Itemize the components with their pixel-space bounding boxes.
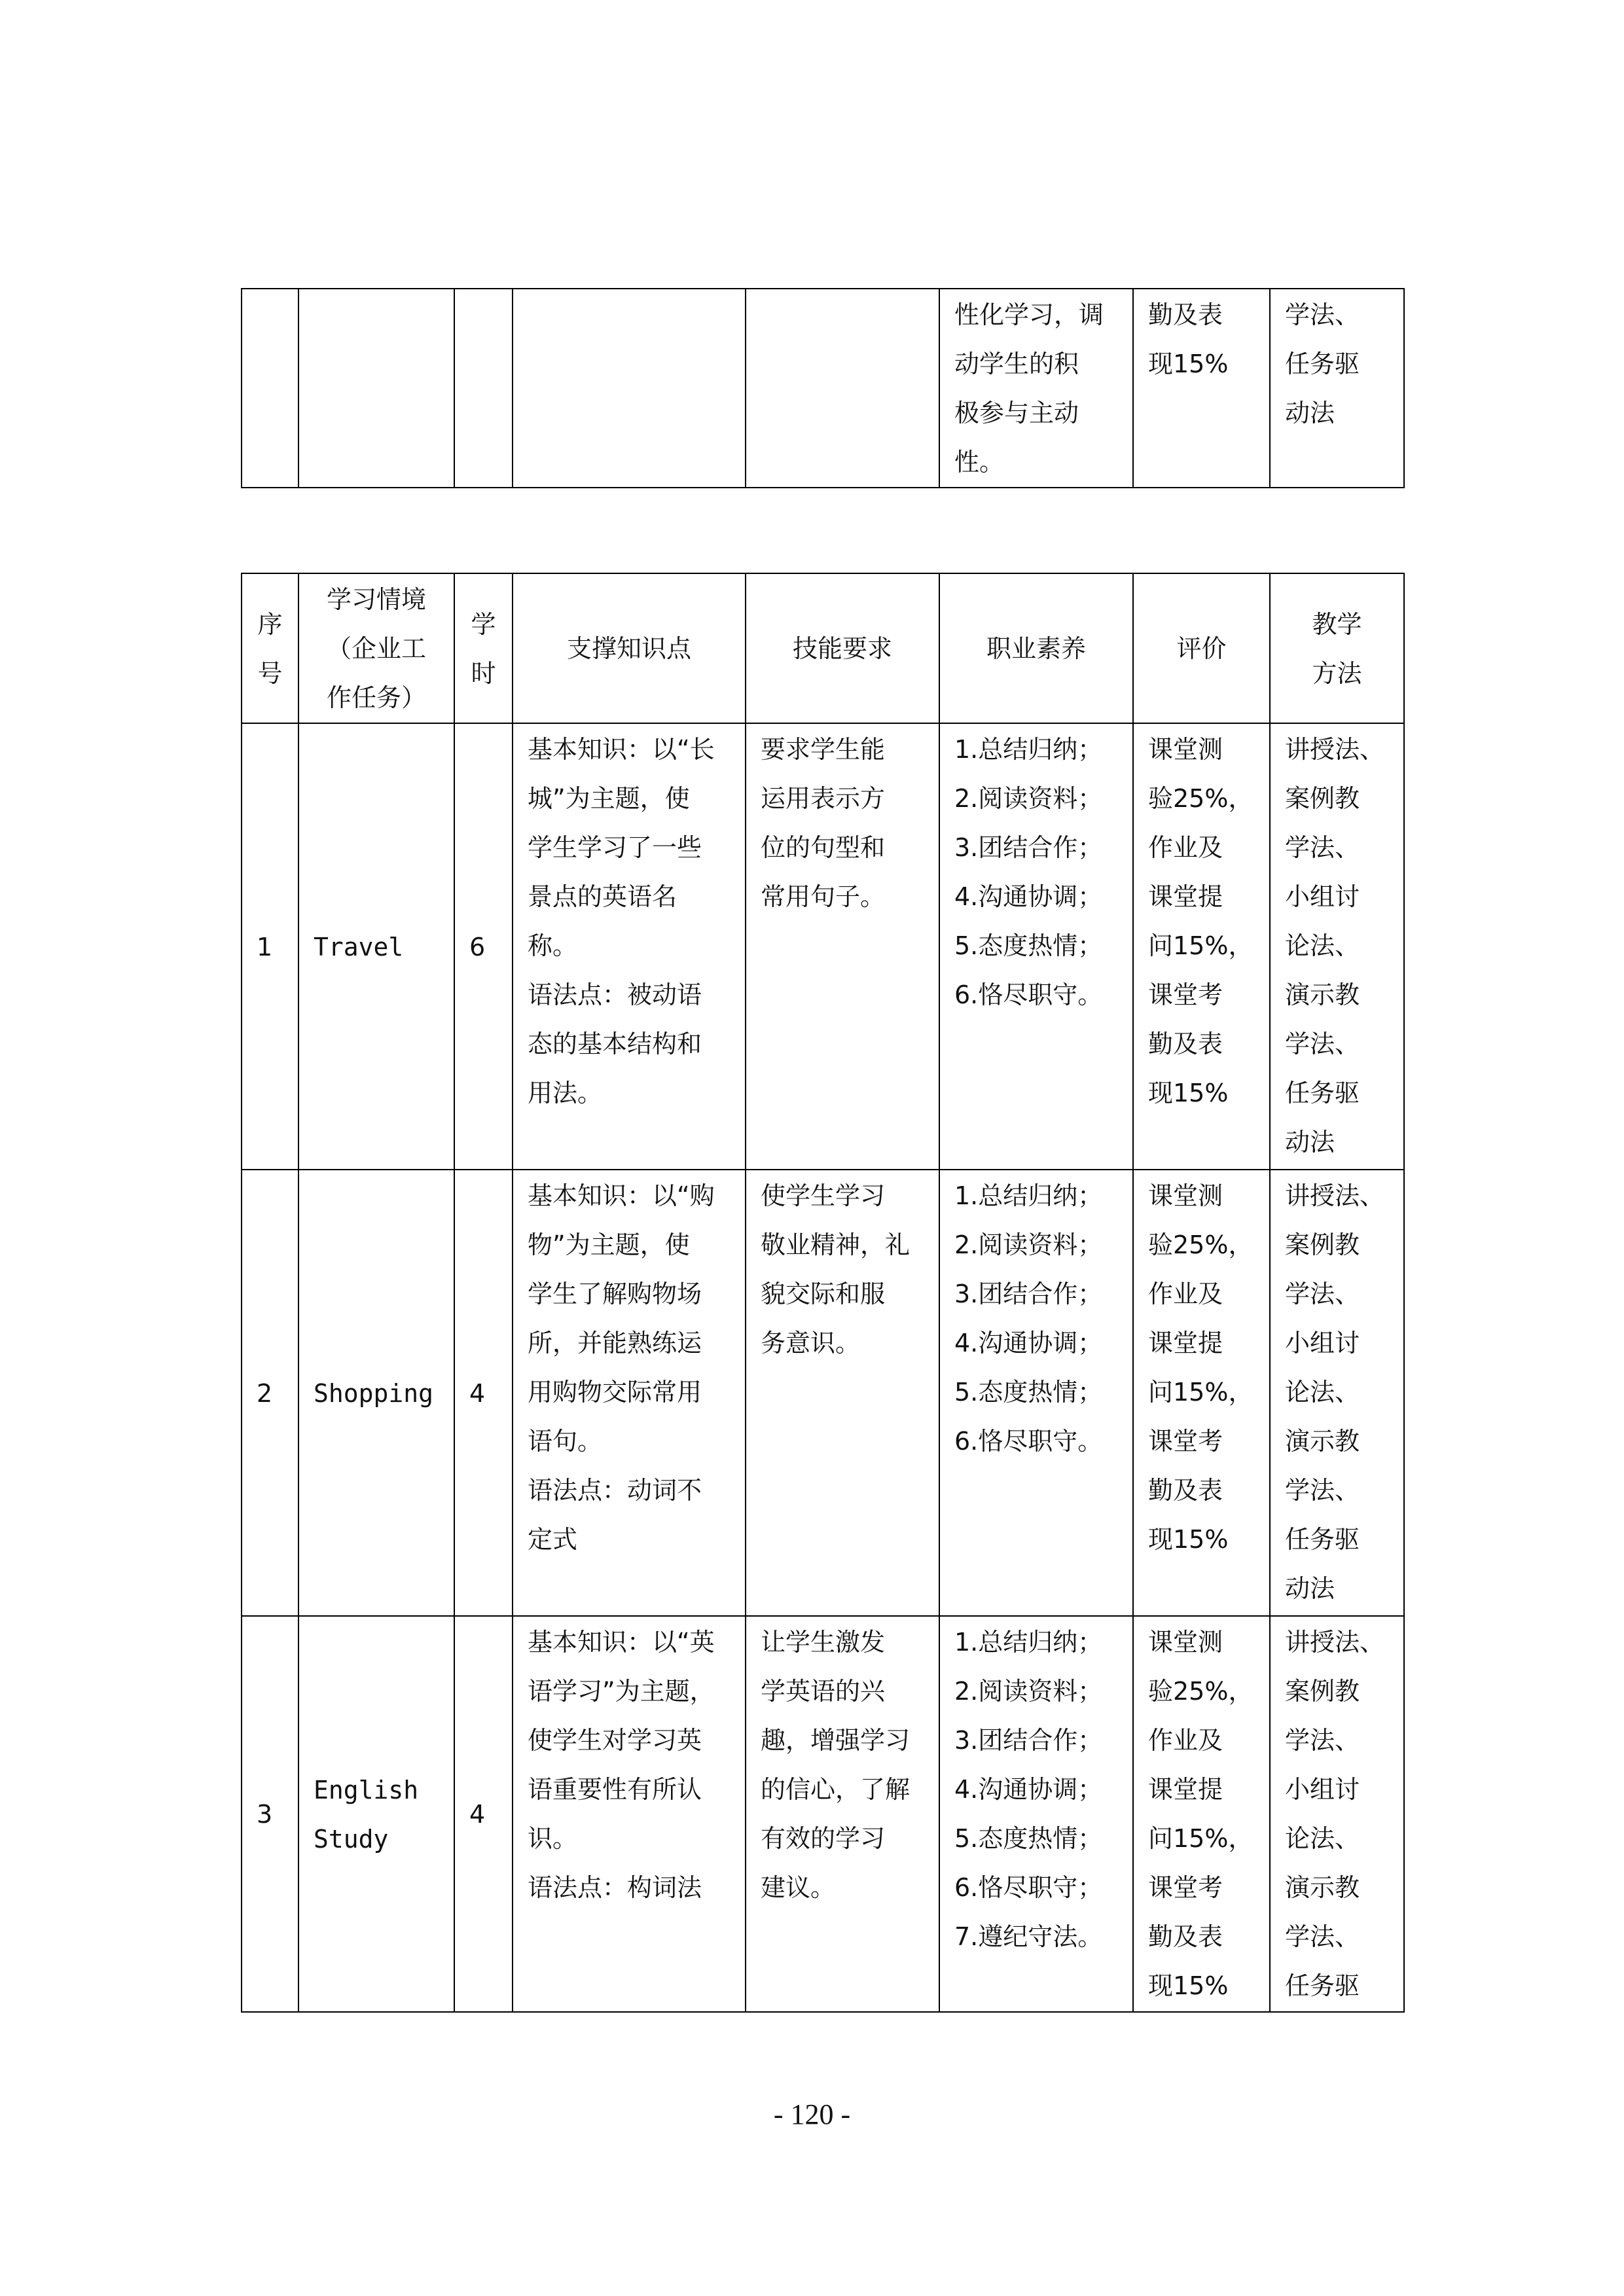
header-situation [298, 573, 454, 723]
header-knowledge: 支撑知识点 [513, 573, 746, 723]
text-line: 物”为主题，使 [528, 1230, 690, 1259]
text-line: 勤及表 [1148, 300, 1223, 329]
text-line: 演示教 [1285, 1427, 1360, 1456]
text-line: 敬业精神，礼 [761, 1230, 911, 1259]
text-line: 讲授法、 [1285, 1628, 1385, 1657]
text-line: 课堂考 [1148, 1873, 1223, 1902]
text-line: 态的基本结构和 [528, 1030, 702, 1058]
header-text: 序 [257, 609, 283, 639]
method-cell [1270, 1616, 1404, 2012]
continuation-table [241, 288, 1405, 488]
text-line: 作业及 [1148, 833, 1223, 862]
text-line: 2.阅读资料； [954, 1230, 1103, 1259]
page-number: - 120 - [773, 2098, 851, 2130]
text-line: 勤及表 [1148, 1476, 1223, 1505]
evaluation-cell [1133, 289, 1270, 488]
evaluation-cell [1133, 1170, 1270, 1616]
header-text: （企业工 [326, 634, 426, 663]
evaluation-cell [1133, 1616, 1270, 2012]
text-line: English [314, 1775, 419, 1804]
text-line: 6.恪尽职守。 [954, 980, 1103, 1009]
text-line: 课堂提 [1148, 882, 1223, 911]
text-line: 2.阅读资料； [954, 1677, 1103, 1706]
header-text: 时 [471, 658, 496, 688]
text-line: 动法 [1285, 1128, 1335, 1157]
text-line: 使学生对学习英 [528, 1726, 702, 1755]
text-line: 所，并能熟练运 [528, 1329, 702, 1357]
evaluation-cell [1133, 723, 1270, 1170]
text-line: 演示教 [1285, 1873, 1360, 1902]
text-line: 课堂测 [1148, 1181, 1223, 1210]
skills-cell [746, 1170, 939, 1616]
text-line: 案例教 [1285, 1677, 1360, 1706]
seq-cell: 3 [242, 1616, 298, 2012]
text-line: 学法、 [1285, 1476, 1360, 1505]
text-line: 6.恪尽职守。 [954, 1427, 1103, 1456]
text-line: 验25%， [1148, 784, 1254, 813]
text-line: 语法点：构词法 [528, 1873, 702, 1902]
quality-cell [939, 289, 1133, 488]
text-line: 小组讨 [1285, 1329, 1360, 1357]
text-line: 现15% [1148, 1079, 1229, 1107]
text-line: 建议。 [761, 1873, 836, 1902]
text-line: 称。 [528, 931, 578, 960]
text-line: 案例教 [1285, 784, 1360, 813]
text-line: 学法、 [1285, 300, 1360, 329]
seq-cell: 2 [242, 1170, 298, 1616]
text-line: 课堂测 [1148, 1628, 1223, 1657]
header-text: 作任务） [326, 683, 426, 712]
text-line: 基本知识：以“长 [528, 735, 715, 764]
text-line: 课堂测 [1148, 735, 1223, 764]
text-line: 务意识。 [761, 1329, 861, 1357]
table-row [242, 1616, 1404, 2012]
text-line: 问15%， [1148, 1378, 1254, 1407]
text-line: 要求学生能 [761, 735, 886, 764]
text-line: 小组讨 [1285, 1775, 1360, 1804]
text-line: 讲授法、 [1285, 1181, 1385, 1210]
quality-cell [939, 1616, 1133, 2012]
text-line: 1.总结归纳； [954, 1628, 1103, 1657]
text-line: 景点的英语名 [528, 882, 677, 911]
text-line: 动学生的积 [954, 350, 1079, 378]
text-line: 语法点：动词不 [528, 1476, 702, 1505]
text-line: 任务驱 [1285, 1525, 1360, 1554]
method-cell [1270, 289, 1404, 488]
text-line: 极参与主动 [954, 399, 1079, 427]
header-seq [242, 573, 298, 723]
seq-cell: 1 [242, 723, 298, 1170]
text-line: 4.沟通协调； [954, 1775, 1103, 1804]
text-line: 动法 [1285, 1574, 1335, 1603]
text-line: 用购物交际常用 [528, 1378, 702, 1407]
text-line: 学法、 [1285, 833, 1360, 862]
text-line: 5.态度热情； [954, 931, 1103, 960]
table-row [242, 723, 1404, 1170]
text-line: 现15% [1148, 350, 1229, 378]
empty-cell [242, 289, 298, 488]
header-quality: 职业素养 [939, 573, 1133, 723]
text-line: 5.态度热情； [954, 1824, 1103, 1853]
text-line: 作业及 [1148, 1726, 1223, 1755]
text-line: 学法、 [1285, 1280, 1360, 1308]
text-line: 3.团结合作； [954, 1280, 1103, 1308]
header-text: 教学 [1312, 609, 1362, 639]
text-line: 用法。 [528, 1079, 603, 1107]
text-line: 性化学习，调 [954, 300, 1104, 329]
text-line: 基本知识：以“英 [528, 1628, 715, 1657]
text-line: 现15% [1148, 1525, 1229, 1554]
text-line: 演示教 [1285, 980, 1360, 1009]
text-line: 基本知识：以“购 [528, 1181, 715, 1210]
empty-cell [746, 289, 939, 488]
text-line: 语句。 [528, 1427, 603, 1456]
table-row [242, 1170, 1404, 1616]
text-line: 课堂提 [1148, 1775, 1223, 1804]
quality-cell [939, 1170, 1133, 1616]
situation-cell [298, 1616, 454, 2012]
text-line: 验25%， [1148, 1677, 1254, 1706]
header-hours [454, 573, 513, 723]
text-line: 语学习”为主题， [528, 1677, 715, 1706]
text-line: 的信心，了解 [761, 1775, 911, 1804]
text-line: 性。 [954, 448, 1005, 476]
method-cell [1270, 1170, 1404, 1616]
skills-cell [746, 723, 939, 1170]
course-table [241, 573, 1405, 2013]
text-line: 学法、 [1285, 1726, 1360, 1755]
header-text: 号 [257, 658, 283, 688]
empty-cell [298, 289, 454, 488]
continuation-row [242, 289, 1404, 488]
hours-cell: 6 [454, 723, 513, 1170]
text-line: 勤及表 [1148, 1922, 1223, 1951]
text-line: 5.态度热情； [954, 1378, 1103, 1407]
text-line: 小组讨 [1285, 882, 1360, 911]
text-line: 学法、 [1285, 1030, 1360, 1058]
header-skills: 技能要求 [746, 573, 939, 723]
text-line: 运用表示方 [761, 784, 886, 813]
knowledge-cell [513, 1616, 746, 2012]
text-line: 学法、 [1285, 1922, 1360, 1951]
text-line: 4.沟通协调； [954, 882, 1103, 911]
text-line: 趣，增强学习 [761, 1726, 911, 1755]
text-line: 论法、 [1285, 1378, 1360, 1407]
text-line: 1.总结归纳； [954, 735, 1103, 764]
text-line: 6.恪尽职守； [954, 1873, 1103, 1902]
text-line: 1.总结归纳； [954, 1181, 1103, 1210]
hours-cell: 4 [454, 1170, 513, 1616]
text-line: 学生学习了一些 [528, 833, 702, 862]
text-line: 任务驱 [1285, 1971, 1360, 2000]
text-line: Shopping [314, 1378, 434, 1408]
text-line: 论法、 [1285, 931, 1360, 960]
text-line: 语重要性有所认 [528, 1775, 702, 1804]
text-line: 城”为主题，使 [528, 784, 690, 813]
quality-cell [939, 723, 1133, 1170]
text-line: 讲授法、 [1285, 735, 1385, 764]
method-cell [1270, 723, 1404, 1170]
text-line: 语法点：被动语 [528, 980, 702, 1009]
empty-cell [454, 289, 513, 488]
text-line: 让学生激发 [761, 1628, 886, 1657]
text-line: 常用句子。 [761, 882, 886, 911]
text-line: 问15%， [1148, 931, 1254, 960]
knowledge-cell [513, 723, 746, 1170]
text-line: 识。 [528, 1824, 578, 1853]
text-line: 动法 [1285, 399, 1335, 427]
text-line: 勤及表 [1148, 1030, 1223, 1058]
hours-cell: 4 [454, 1616, 513, 2012]
text-line: 任务驱 [1285, 350, 1360, 378]
text-line: 7.遵纪守法。 [954, 1922, 1103, 1951]
text-line: 课堂考 [1148, 1427, 1223, 1456]
situation-cell [298, 1170, 454, 1616]
text-line: 位的句型和 [761, 833, 886, 862]
text-line: 2.阅读资料； [954, 784, 1103, 813]
text-line: 课堂考 [1148, 980, 1223, 1009]
text-line: 3.团结合作； [954, 833, 1103, 862]
text-line: 使学生学习 [761, 1181, 886, 1210]
text-line: 貌交际和服 [761, 1280, 886, 1308]
text-line: 作业及 [1148, 1280, 1223, 1308]
header-row [242, 573, 1404, 723]
text-line: 课堂提 [1148, 1329, 1223, 1357]
knowledge-cell [513, 1170, 746, 1616]
text-line: 学生了解购物场 [528, 1280, 702, 1308]
situation-cell [298, 723, 454, 1170]
text-line: 问15%， [1148, 1824, 1254, 1853]
text-line: 4.沟通协调； [954, 1329, 1103, 1357]
header-evaluation: 评价 [1133, 573, 1270, 723]
text-line: 论法、 [1285, 1824, 1360, 1853]
text-line: 案例教 [1285, 1230, 1360, 1259]
text-line: 3.团结合作； [954, 1726, 1103, 1755]
skills-cell [746, 1616, 939, 2012]
header-text: 方法 [1312, 658, 1362, 688]
text-line: 现15% [1148, 1971, 1229, 2000]
text-line: 验25%， [1148, 1230, 1254, 1259]
header-text: 学习情境 [326, 585, 426, 614]
text-line: 有效的学习 [761, 1824, 886, 1853]
header-text: 学 [471, 609, 496, 639]
empty-cell [513, 289, 746, 488]
text-line: 学英语的兴 [761, 1677, 886, 1706]
header-method [1270, 573, 1404, 723]
text-line: Study [314, 1824, 389, 1854]
text-line: 定式 [528, 1525, 578, 1554]
text-line: 任务驱 [1285, 1079, 1360, 1107]
text-line: Travel [314, 932, 404, 961]
